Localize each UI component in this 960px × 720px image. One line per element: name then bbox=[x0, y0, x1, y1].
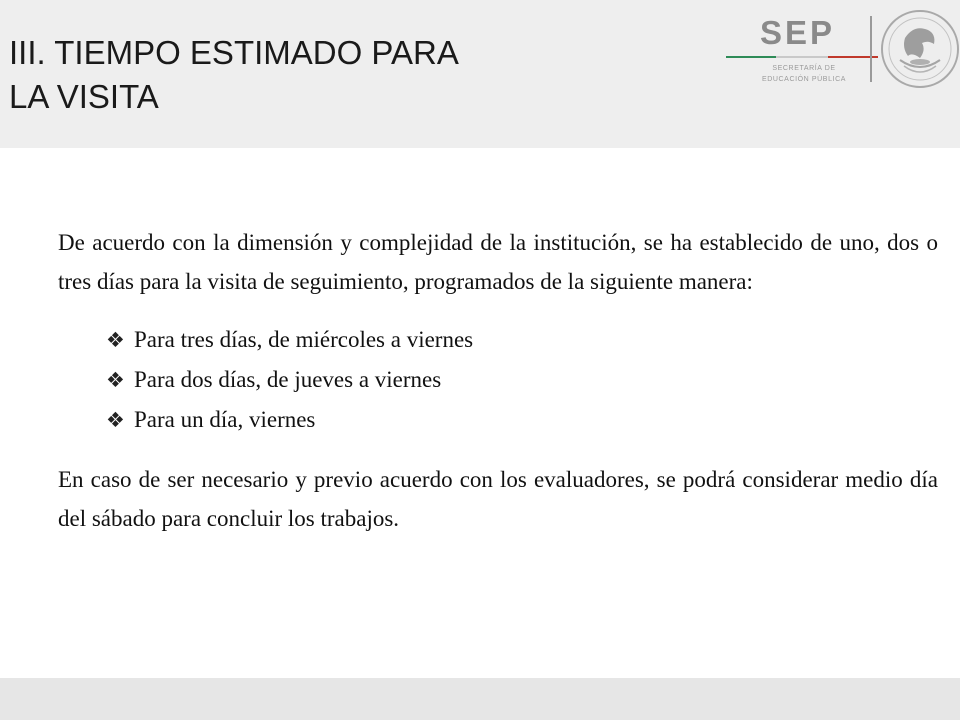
sep-subtitle-line-1: SECRETARÍA DE bbox=[772, 65, 836, 72]
slide-body bbox=[58, 223, 938, 538]
slide-title bbox=[9, 31, 459, 119]
title-line-1: III. TIEMPO ESTIMADO PARA bbox=[9, 34, 459, 71]
sep-logo-graphic bbox=[722, 0, 960, 148]
logo-rule-white bbox=[776, 56, 828, 58]
list-item-text: Para dos días, de jueves a viernes bbox=[134, 367, 442, 392]
list-item-text: Para un día, viernes bbox=[134, 407, 316, 432]
slide-header bbox=[0, 0, 960, 148]
diamond-bullet-icon: ❖ bbox=[106, 328, 125, 352]
title-line-2: LA VISITA bbox=[9, 78, 159, 115]
list-item bbox=[106, 360, 938, 400]
logo-rule-green bbox=[726, 56, 776, 58]
list-item bbox=[106, 320, 938, 360]
diamond-bullet-icon: ❖ bbox=[106, 368, 125, 392]
sep-wordmark: SEP bbox=[760, 14, 836, 51]
diamond-bullet-icon: ❖ bbox=[106, 408, 125, 432]
national-seal-icon bbox=[882, 11, 958, 87]
sep-logo bbox=[722, 0, 960, 148]
logo-divider bbox=[870, 16, 872, 82]
sep-subtitle-line-2: EDUCACIÓN PÚBLICA bbox=[761, 76, 847, 83]
closing-paragraph: En caso de ser necesario y previo acuerdo con los evaluadores, se podrá considerar medio día del sábado para concluir los trabajos. bbox=[58, 467, 938, 531]
list-item bbox=[106, 400, 938, 440]
intro-paragraph: De acuerdo con la dimensión y complejidad de la institución, se ha establecido de uno, dos o tres días para la visita de seguimiento, programados de la siguiente manera: bbox=[58, 230, 938, 294]
slide-footer bbox=[0, 678, 960, 720]
schedule-list bbox=[58, 320, 938, 440]
list-item-text: Para tres días, de miércoles a viernes bbox=[134, 327, 474, 352]
